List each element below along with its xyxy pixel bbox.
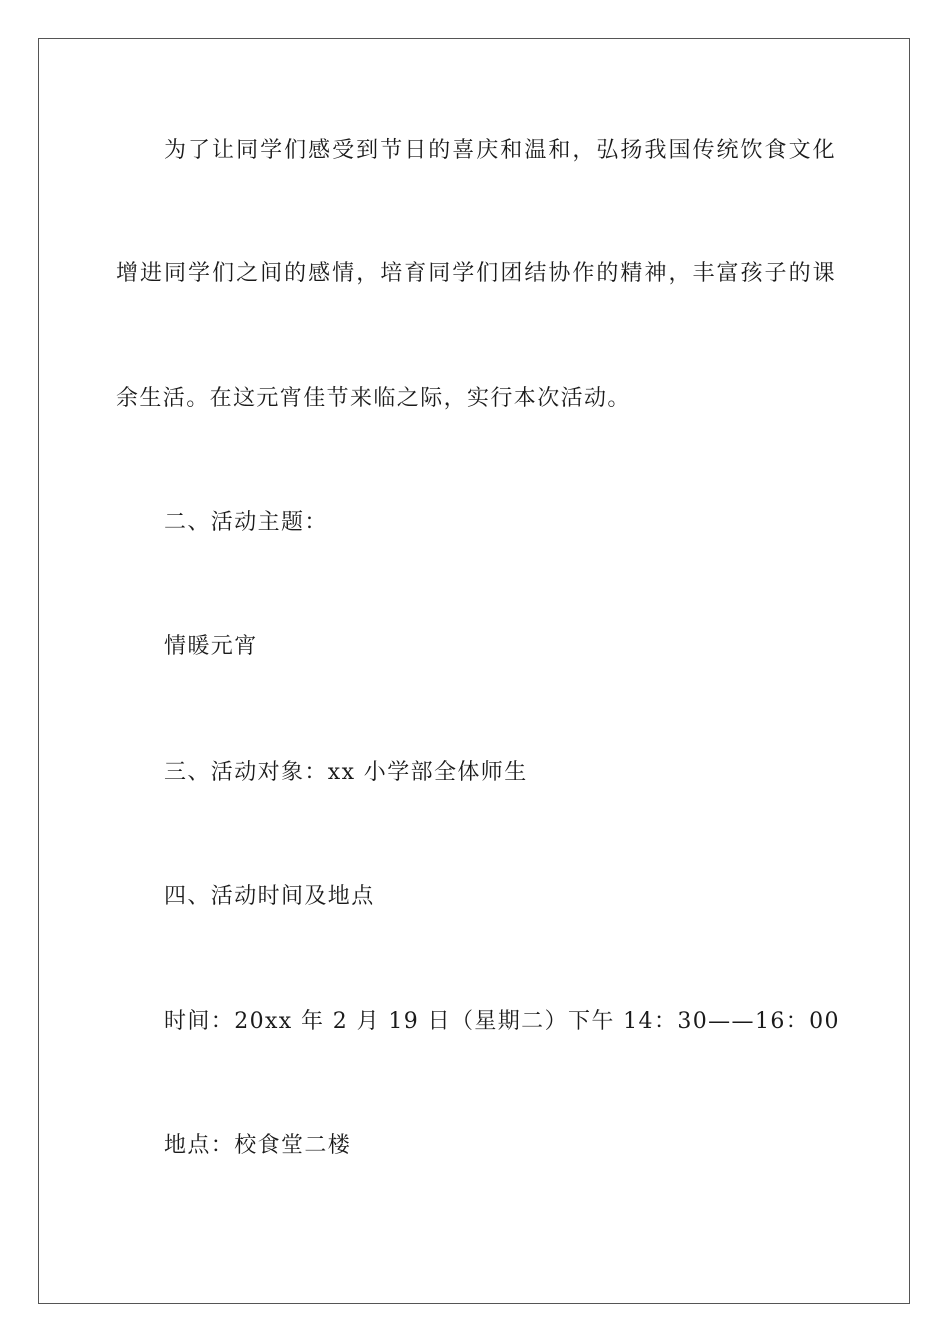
time-line: 时间：20xx 年 2 月 19 日（星期二）下午 14：30——16：00 xyxy=(164,1009,840,1034)
place-line: 地点：校食堂二楼 xyxy=(164,1133,352,1158)
intro-paragraph-line-3: 余生活。在这元宵佳节来临之际，实行本次活动。 xyxy=(116,386,631,411)
page-frame xyxy=(38,38,910,1304)
section-3-heading: 三、活动对象：xx 小学部全体师生 xyxy=(164,760,528,785)
section-2-heading: 二、活动主题： xyxy=(164,510,328,535)
section-2-content: 情暖元宵 xyxy=(164,634,258,659)
intro-paragraph-line-2: 增进同学们之间的感情，培育同学们团结协作的精神，丰富孩子的课 xyxy=(116,261,836,286)
section-4-heading: 四、活动时间及地点 xyxy=(164,884,375,909)
intro-paragraph-line-1: 为了让同学们感受到节日的喜庆和温和，弘扬我国传统饮食文化 xyxy=(164,138,836,163)
